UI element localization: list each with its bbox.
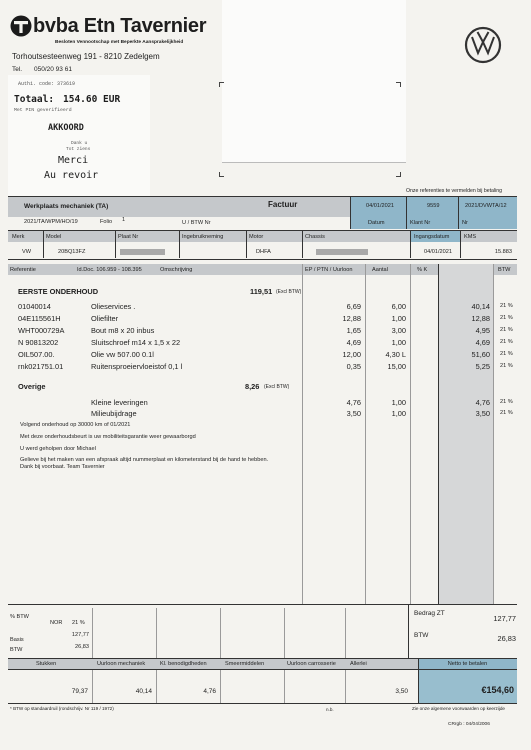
vehicle-chassis-label: Chassis [305, 234, 325, 240]
item-desc: Milieubijdrage [91, 409, 137, 418]
note-mobility: Met deze onderhoudsbeurt is uw mobiliteitsgarantie weer gewaarborgd [20, 434, 196, 440]
address-window [222, 0, 406, 163]
item-desc: Ruitensproeiervloeistof 0,1 l [91, 362, 183, 371]
basis-value: 127,77 [71, 632, 89, 638]
footer-conditions: Zie onze algemene voorwaarden op keerzijde [412, 706, 505, 711]
item-ref: OIL507.00. [18, 350, 55, 359]
item-qty: 15,00 [387, 362, 406, 371]
btw-total-label: BTW [414, 632, 429, 639]
nor-label: NOR [50, 620, 63, 626]
tel-label: Tel. [12, 66, 23, 73]
doc-type: Factuur [268, 200, 298, 209]
note-appointment: Gelieve bij het maken van een afspraak altijd nummerplaat en kilometerstand bij de hand te hebben. [20, 457, 269, 463]
item-ref: rnk021751.01 [18, 362, 64, 371]
plate-redacted [120, 249, 165, 255]
section2-excl: (Excl BTW) [264, 384, 290, 390]
section1-title: EERSTE ONDERHOUD [18, 287, 99, 296]
item-desc: Olie vw 507.00 0.1l [91, 350, 154, 359]
folio-label: Folio [100, 219, 113, 225]
item-ref: 01040014 [18, 302, 51, 311]
tel-value: 050/20 93 61 [34, 66, 72, 73]
item-btw: 21 % [500, 339, 513, 345]
note-next-service: Volgend onderhoud op 30000 km of 01/2021 [20, 422, 131, 428]
vehicle-ingangsdatum-label: Ingangsdatum [414, 234, 450, 240]
vehicle-merk-label: Merk [12, 234, 25, 240]
receipt-total-label: Totaal: [14, 94, 55, 105]
section2-title: Overige [18, 382, 46, 391]
item-desc: Oliefilter [91, 314, 119, 323]
table-row [0, 326, 531, 337]
col-netto-te-betalen: Netto te betalen [447, 661, 488, 667]
receipt-tot-ziens: Tot ziens [66, 147, 91, 152]
klant-label: Klant Nr [410, 220, 431, 226]
item-desc: Bout m8 x 20 inbus [91, 326, 155, 335]
col-btw: BTW [498, 267, 511, 273]
item-net: 3,50 [475, 409, 490, 418]
dept-label: Werkplaats mechaniek (TA) [24, 203, 109, 210]
item-btw: 21 % [500, 363, 513, 369]
col-ep: EP / PTN / Uurloon [305, 267, 353, 273]
table-row [0, 362, 531, 373]
note-helped-by: U werd geholpen door Michael [20, 446, 96, 452]
chassis-redacted [316, 249, 368, 255]
item-qty: 1,00 [391, 398, 406, 407]
item-net: 40,14 [471, 302, 490, 311]
item-btw: 21 % [500, 351, 513, 357]
bedrag-zt-value: 127,77 [493, 614, 516, 623]
item-ep: 4,76 [346, 398, 361, 407]
receipt-auth-code: Authi. code: 373619 [18, 81, 76, 87]
col-kl-benodigdheden: Kl. benodigdheden [160, 661, 207, 667]
table-row [0, 314, 531, 325]
item-qty: 1,00 [391, 314, 406, 323]
vehicle-merk: VW [22, 249, 32, 255]
col-allerlei: Allerlei [350, 661, 367, 667]
item-qty: 3,00 [391, 326, 406, 335]
vehicle-kms-label: KMS [464, 234, 477, 240]
item-net: 5,25 [475, 362, 490, 371]
table-row [0, 409, 531, 420]
basis-label: Basis [10, 637, 24, 643]
col-uurloon-mechaniek: Uurloon mechaniek [97, 661, 146, 667]
item-desc: Sluitschroef m14 x 1,5 x 22 [91, 338, 181, 347]
item-ref: 04E115561H [18, 314, 61, 323]
vehicle-ingebruikneming-label: Ingebruikneming [182, 234, 224, 240]
col-referentie: Referentie [10, 267, 36, 273]
item-net: 12,88 [471, 314, 490, 323]
vehicle-model-label: Model [46, 234, 62, 240]
sum-allerlei: 3,50 [395, 688, 408, 695]
table-row [0, 398, 531, 409]
company-subtitle: Besloten Vennootschap met Beperkte Aansprakelijkheid [55, 40, 184, 45]
btw-label: BTW [10, 647, 23, 653]
vehicle-ingangsdatum: 04/01/2021 [424, 249, 452, 255]
folio-value: 1 [122, 217, 126, 223]
item-net: 4,95 [475, 326, 490, 335]
item-ep: 12,88 [342, 314, 361, 323]
table-row [0, 338, 531, 349]
sum-uurloon: 40,14 [135, 688, 152, 695]
section2-total: 8,26 [245, 382, 260, 391]
receipt-au-revoir: Au revoir [44, 170, 99, 181]
item-btw: 21 % [500, 315, 513, 321]
vehicle-motor-label: Motor [249, 234, 264, 240]
item-ep: 4,69 [346, 338, 361, 347]
item-btw: 21 % [500, 399, 513, 405]
sum-kl: 4,76 [203, 688, 216, 695]
vehicle-model: 20BQ13FZ [58, 249, 86, 255]
datum-label: Datum [368, 220, 385, 226]
receipt-pin-note: Met PIN geverifieerd [14, 108, 72, 113]
item-net: 4,69 [475, 338, 490, 347]
item-qty: 1,00 [391, 338, 406, 347]
footer-nb: n.b. [326, 707, 334, 712]
item-qty: 4,30 L [385, 350, 406, 359]
item-desc: Kleine leveringen [91, 398, 148, 407]
vehicle-plaat-label: Plaat Nr [118, 234, 139, 240]
nor-pct: 21 % [72, 620, 85, 626]
item-desc: Olieservices . [91, 302, 136, 311]
footer-btw-note: * BTW op standaardruil (rondschrijv. Nr 119 / 1972) [10, 706, 114, 711]
vehicle-motor: DHFA [256, 249, 271, 255]
item-btw: 21 % [500, 410, 513, 416]
pin-receipt [8, 75, 150, 200]
item-btw: 21 % [500, 303, 513, 309]
pct-btw-label: % BTW [10, 614, 29, 620]
section1-excl: (Excl BTW) [276, 289, 302, 295]
btw-total-value: 26,83 [497, 634, 516, 643]
item-btw: 21 % [500, 327, 513, 333]
footer-code: CRrgb : 04/04/2006 [448, 722, 490, 727]
col-aantal: Aantal [372, 267, 388, 273]
item-net: 4,76 [475, 398, 490, 407]
receipt-dank: Dank u [71, 141, 88, 146]
item-ep: 6,69 [346, 302, 361, 311]
refs-note: Onze referenties te vermelden bij betaling [406, 188, 503, 194]
table-row [0, 302, 531, 313]
volkswagen-logo-icon [464, 26, 502, 64]
item-ref: WHT000729A [18, 326, 65, 335]
company-name: bvba Etn Tavernier [33, 15, 207, 37]
invoice-ref: 2021/TA/WPM/HO/19 [24, 219, 78, 225]
btw-value: 26,83 [75, 644, 89, 650]
item-net: 51,60 [471, 350, 490, 359]
col-smeermiddelen: Smeermiddelen [225, 661, 265, 667]
item-ep: 0,35 [346, 362, 361, 371]
item-ep: 3,50 [346, 409, 361, 418]
item-ep: 1,65 [346, 326, 361, 335]
invoice-nr: 2021/DVWTA/12 [465, 203, 507, 209]
sum-stukken: 79,37 [71, 688, 88, 695]
item-ref: N 90813202 [18, 338, 59, 347]
receipt-total-value: 154.60 EUR [63, 94, 121, 105]
item-qty: 1,00 [391, 409, 406, 418]
item-ep: 12,00 [342, 350, 361, 359]
tavernier-logo-icon [10, 15, 32, 37]
netto-te-betalen: €154,60 [481, 685, 514, 695]
section1-total: 119,51 [250, 287, 273, 296]
item-qty: 6,00 [391, 302, 406, 311]
receipt-merci: Merci [58, 155, 89, 166]
receipt-akkoord: AKKOORD [48, 123, 84, 133]
invoice-date: 04/01/2021 [366, 203, 394, 209]
company-address: Torhoutsesteenweg 191 - 8210 Zedelgem [12, 52, 160, 61]
col-uurloon-carrosserie: Uurloon carrosserie [287, 661, 336, 667]
col-korting: % K [417, 267, 428, 273]
nr-label: Nr [462, 220, 468, 226]
client-no: 9559 [427, 203, 440, 209]
col-omschrijving: Omschrijving [160, 267, 193, 273]
btw-nr-label: U / BTW Nr [182, 220, 211, 226]
vehicle-kms: 15.883 [494, 249, 512, 255]
col-stukken: Stukken [36, 661, 57, 667]
bedrag-zt-label: Bedrag ZT [414, 610, 445, 617]
table-row [0, 350, 531, 361]
note-thanks: Dank bij voorbaat. Team Tavernier [20, 464, 105, 470]
col-doc: Id.Doc. 106.959 - 108.395 [77, 267, 142, 273]
